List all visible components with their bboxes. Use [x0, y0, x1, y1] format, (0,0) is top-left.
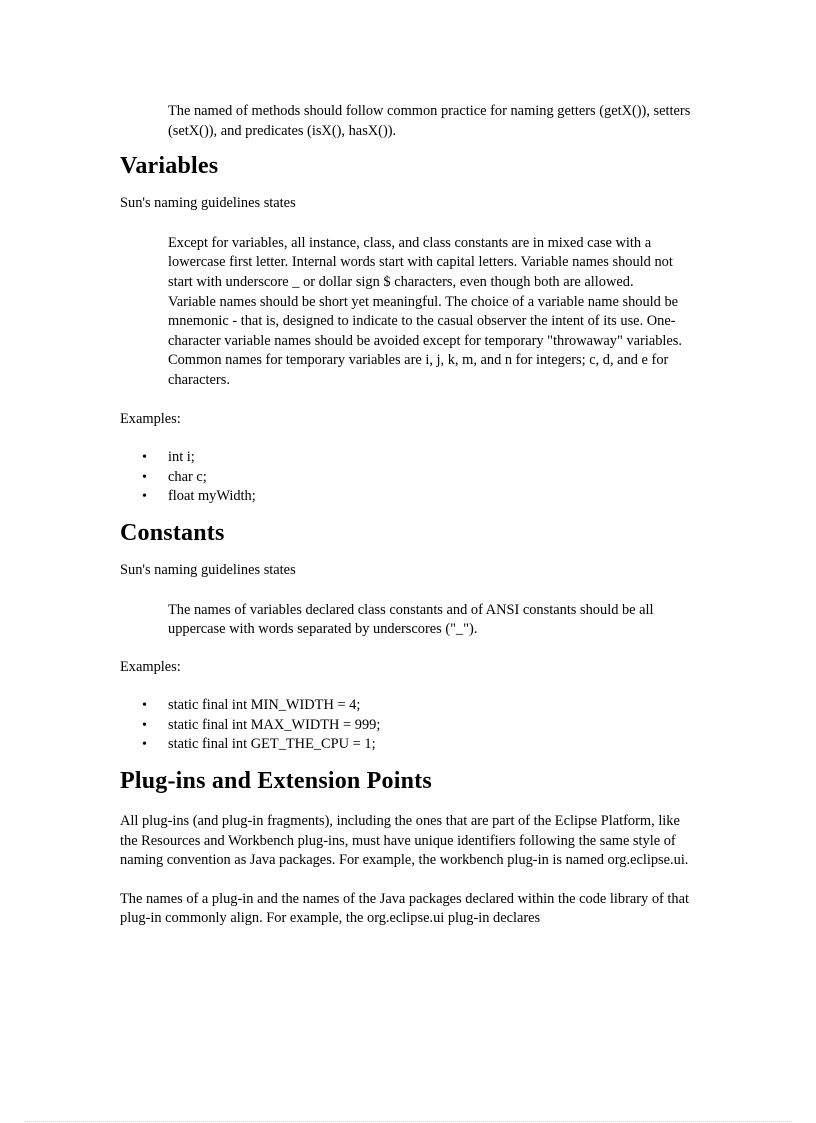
list-item: • static final int GET_THE_CPU = 1;: [120, 735, 700, 755]
variables-quote-paragraph-2: Variable names should be short yet meaningful. The choice of a variable name should be mnemonic - that is, designed to indicate to the casual observer the intent of its use. One-character variable names should be avoided except for temporary "throwaway" variables. Common names for temporary variables are i, j, k, m, and n for integers; c, d, and e for characters.: [168, 293, 683, 388]
variables-examples-label: Examples:: [120, 410, 181, 427]
list-item: • static final int MAX_WIDTH = 999;: [120, 716, 700, 736]
plugins-heading: Plug-ins and Extension Points: [120, 768, 432, 795]
variables-quote-paragraph-1: Except for variables, all instance, class, and class constants are in mixed case with a lowercase first letter. Internal words start with capital letters. Variable names should not start with underscore _ or dollar sign $ characters, even though both are allowed.: [168, 234, 673, 290]
constants-heading: Constants: [120, 519, 225, 546]
variables-heading: Variables: [120, 153, 219, 180]
document-page: [120, 102, 700, 929]
variables-quote: [168, 234, 700, 391]
list-item: • float myWidth;: [120, 487, 700, 507]
constants-examples-list: [120, 696, 700, 755]
methods-naming-paragraph: The named of methods should follow common practice for naming getters (getX()), setters (setX()), and predicates (isX(), hasX()).: [168, 103, 691, 139]
plugins-paragraph-1: All plug-ins (and plug-in fragments), including the ones that are part of the Eclipse Platform, like the Resources and Workbench plug-ins, must have unique identifiers following the same style of naming convention as Java packages. For example, the workbench plug-in is named org.eclipse.ui.: [120, 813, 689, 869]
list-item: • static final int MIN_WIDTH = 4;: [120, 696, 700, 716]
constants-lead-text: Sun's naming guidelines states: [120, 561, 296, 578]
constants-quote: The names of variables declared class constants and of ANSI constants should be all uppercase with words separated by underscores ("_").: [168, 601, 654, 638]
list-item: • int i;: [120, 448, 700, 468]
variables-examples-list: [120, 448, 700, 507]
variables-lead-text: Sun's naming guidelines states: [120, 195, 296, 212]
list-item: • char c;: [120, 468, 700, 488]
page-bottom-divider: [24, 1121, 792, 1122]
plugins-paragraph-2: The names of a plug-in and the names of the Java packages declared within the code library of that plug-in commonly align. For example, the org.eclipse.ui plug-in declares: [120, 890, 690, 927]
constants-examples-label: Examples:: [120, 658, 181, 675]
